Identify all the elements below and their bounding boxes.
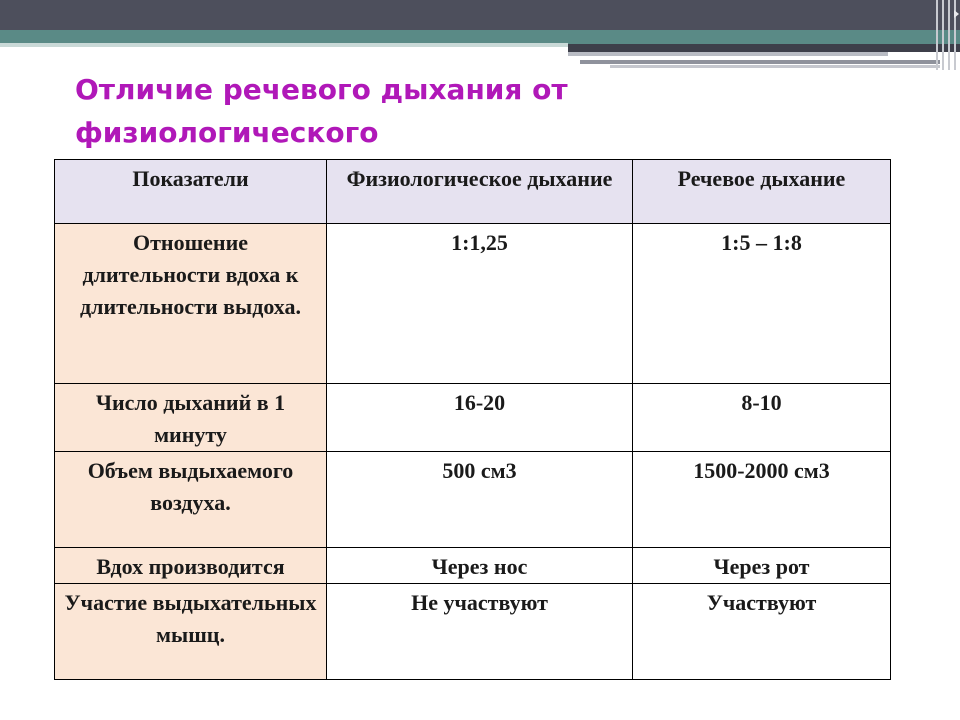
grey-decor-line-2 bbox=[580, 60, 940, 64]
header-physiological: Физиологическое дыхание bbox=[327, 160, 633, 224]
top-decor-bar bbox=[0, 0, 960, 30]
physio-value: 1:1,25 bbox=[327, 224, 633, 384]
header-indicators: Показатели bbox=[55, 160, 327, 224]
row-label: Число дыханий в 1 минуту bbox=[55, 384, 327, 452]
speech-value: 8-10 bbox=[633, 384, 891, 452]
arrow-icon bbox=[954, 10, 959, 18]
speech-value: 1:5 – 1:8 bbox=[633, 224, 891, 384]
physio-value: Через нос bbox=[327, 548, 633, 584]
grey-decor-bar bbox=[568, 44, 960, 52]
slide-title: Отличие речевого дыхания от физиологического bbox=[75, 73, 568, 149]
table-row bbox=[55, 384, 891, 452]
teal-decor-line bbox=[0, 43, 568, 47]
row-label: Участие выдыхательных мышц. bbox=[55, 584, 327, 680]
table-row bbox=[55, 452, 891, 548]
table-row bbox=[55, 224, 891, 384]
physio-value: 16-20 bbox=[327, 384, 633, 452]
physio-value: 500 см3 bbox=[327, 452, 633, 548]
physio-value: Не участвуют bbox=[327, 584, 633, 680]
header-speech: Речевое дыхание bbox=[633, 160, 891, 224]
comparison-table bbox=[54, 159, 891, 680]
row-label: Вдох производится bbox=[55, 548, 327, 584]
row-label: Объем выдыхаемого воздуха. bbox=[55, 452, 327, 548]
grey-decor-line-1 bbox=[568, 52, 888, 56]
speech-value: 1500-2000 см3 bbox=[633, 452, 891, 548]
speech-value: Через рот bbox=[633, 548, 891, 584]
row-label: Отношение длительности вдоха к длительности выдоха. bbox=[55, 224, 327, 384]
table-header-row bbox=[55, 160, 891, 224]
speech-value: Участвуют bbox=[633, 584, 891, 680]
table-row bbox=[55, 548, 891, 584]
table-row bbox=[55, 584, 891, 680]
